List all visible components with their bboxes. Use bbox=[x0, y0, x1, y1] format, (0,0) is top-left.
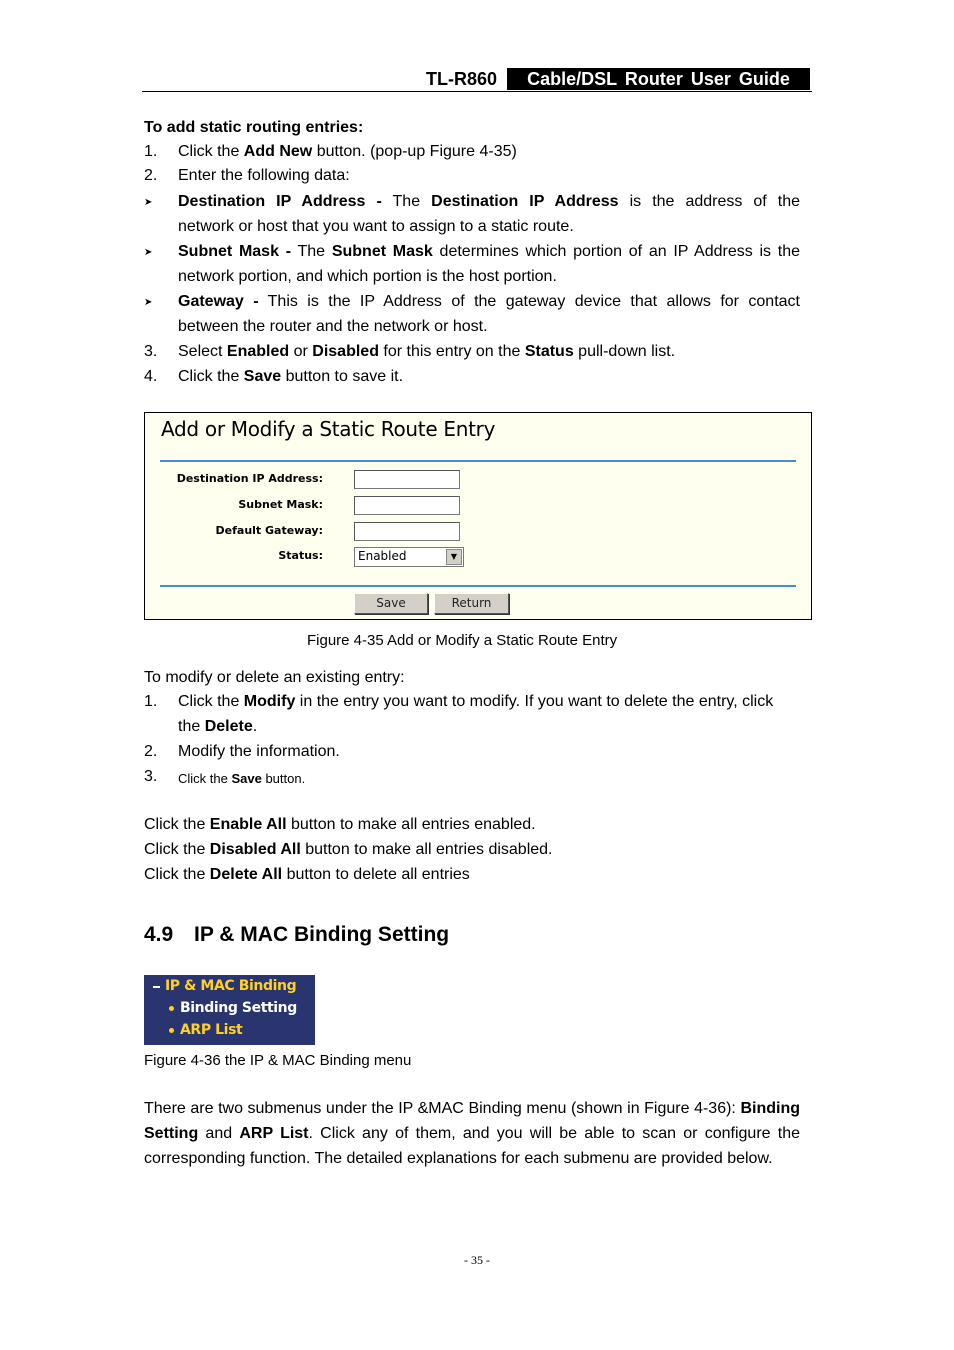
header-model: TL-R860 bbox=[425, 69, 497, 89]
modify-step3: Click the Save button. bbox=[178, 771, 306, 786]
bullet-dot-icon bbox=[169, 1028, 174, 1033]
step-number: 2. bbox=[144, 167, 158, 184]
step-number: 3. bbox=[144, 768, 158, 785]
page-number: - 35 - bbox=[464, 1253, 490, 1267]
status-selected-value: Enabled bbox=[358, 549, 407, 563]
bullet-dot-icon bbox=[169, 1006, 174, 1011]
step-number: 4. bbox=[144, 368, 158, 385]
destination-ip-label: Destination IP Address: bbox=[176, 472, 323, 485]
default-gateway-input[interactable] bbox=[354, 522, 460, 541]
arrow-bullet-icon: ➤ bbox=[144, 297, 153, 308]
modify-step1-line2: the Delete. bbox=[178, 718, 258, 735]
modify-intro: To modify or delete an existing entry: bbox=[144, 669, 405, 686]
modify-step2: Modify the information. bbox=[178, 743, 340, 760]
modify-step1-line1: Click the Modify in the entry you want to modify. If you want to delete the entry, click bbox=[178, 693, 774, 710]
collapse-icon[interactable] bbox=[153, 986, 160, 988]
static-route-form bbox=[144, 412, 812, 620]
bullet-destination-line2: network or host that you want to assign to a static route. bbox=[178, 218, 574, 235]
figure-caption: Figure 4-36 the IP & MAC Binding menu bbox=[144, 1052, 412, 1069]
step-number: 1. bbox=[144, 143, 158, 160]
step-number: 2. bbox=[144, 743, 158, 760]
page-header bbox=[142, 68, 812, 92]
menu-item-arp-list[interactable]: ARP List bbox=[180, 1022, 243, 1038]
step-number: 1. bbox=[144, 693, 158, 710]
step-add-new: Click the Add New button. (pop-up Figure 4-35) bbox=[178, 143, 517, 160]
step-number: 3. bbox=[144, 343, 158, 360]
disable-all-text: Click the Disabled All button to make all entries disabled. bbox=[144, 841, 553, 858]
static-routing-heading: To add static routing entries: bbox=[144, 119, 364, 136]
header-guide-title: Cable/DSL Router User Guide bbox=[507, 68, 810, 90]
menu-item-binding-setting[interactable]: Binding Setting bbox=[180, 1000, 297, 1016]
arrow-bullet-icon: ➤ bbox=[144, 197, 153, 208]
bullet-subnet-line1: Subnet Mask - The Subnet Mask determines which portion of an IP Address is the bbox=[178, 243, 801, 260]
bullet-gateway-line2: between the router and the network or host. bbox=[178, 318, 488, 335]
delete-all-text: Click the Delete All button to delete all entries bbox=[144, 866, 470, 883]
return-button[interactable]: Return bbox=[434, 593, 509, 614]
bullet-gateway-line1: Gateway - This is the IP Address of the gateway device that allows for contact bbox=[178, 293, 800, 310]
step-select-status: Select Enabled or Disabled for this entry on the Status pull-down list. bbox=[178, 343, 676, 360]
status-label: Status: bbox=[278, 549, 323, 562]
bullet-destination-line1: Destination IP Address - The Destination IP Address is the address of the bbox=[178, 193, 801, 210]
chevron-down-icon[interactable]: ▼ bbox=[446, 549, 462, 565]
status-select[interactable] bbox=[354, 547, 464, 567]
submenu-description: There are two submenus under the IP &MAC Binding menu (shown in Figure 4-36): Binding Setting and ARP List. Click any of them, and you will be able to scan or configure the corresponding function. The detailed explanations for each submenu are provided below. bbox=[144, 1100, 800, 1167]
form-title: Add or Modify a Static Route Entry bbox=[161, 417, 496, 441]
enable-all-text: Click the Enable All button to make all entries enabled. bbox=[144, 816, 536, 833]
arrow-bullet-icon: ➤ bbox=[144, 247, 153, 258]
menu-item-ip-mac-binding[interactable]: IP & MAC Binding bbox=[165, 978, 297, 994]
step-save: Click the Save button to save it. bbox=[178, 368, 404, 385]
divider bbox=[160, 460, 796, 462]
bullet-subnet-line2: network portion, and which portion is the host portion. bbox=[178, 268, 557, 285]
section-heading: 4.9 IP & MAC Binding Setting bbox=[144, 923, 450, 946]
default-gateway-label: Default Gateway: bbox=[215, 524, 323, 537]
destination-ip-input[interactable] bbox=[354, 470, 460, 489]
save-button[interactable]: Save bbox=[354, 593, 428, 614]
figure-caption: Figure 4-35 Add or Modify a Static Route Entry bbox=[307, 632, 618, 649]
ip-mac-binding-menu bbox=[144, 975, 315, 1045]
step-enter-data: Enter the following data: bbox=[178, 167, 350, 184]
subnet-mask-label: Subnet Mask: bbox=[238, 498, 323, 511]
subnet-mask-input[interactable] bbox=[354, 496, 460, 515]
divider bbox=[160, 585, 796, 587]
